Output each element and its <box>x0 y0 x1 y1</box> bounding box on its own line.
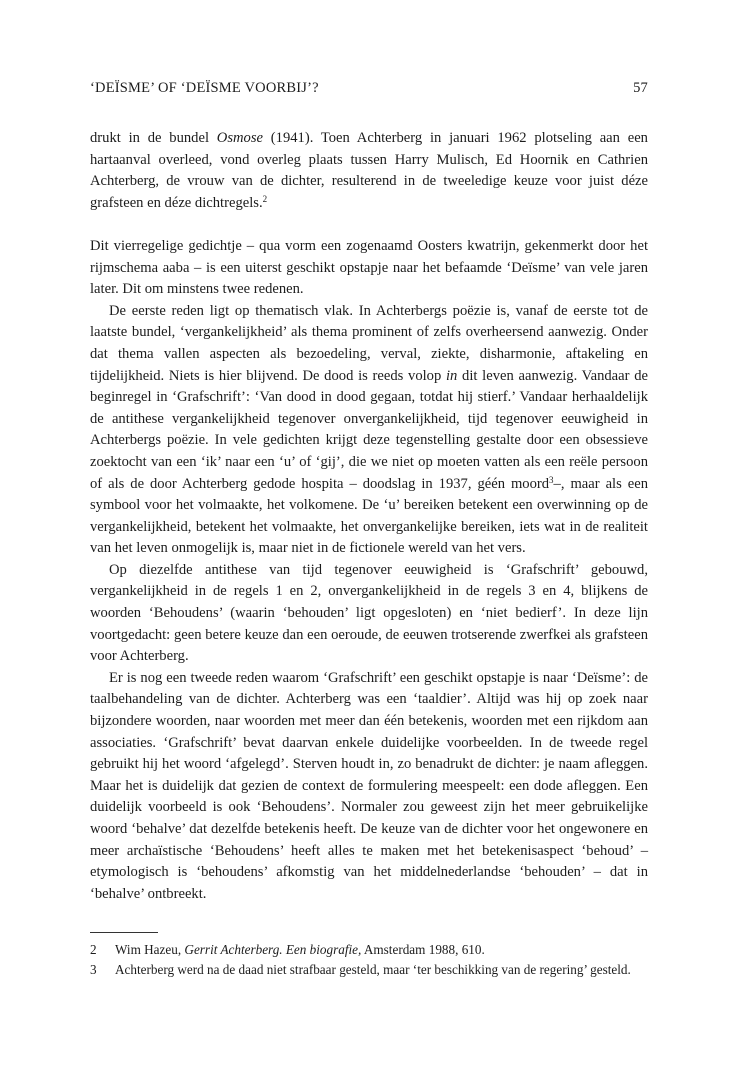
footnote-number: 3 <box>90 962 97 977</box>
body-text <box>90 128 648 905</box>
footnote-number: 2 <box>90 942 97 957</box>
footnote-ref-2[interactable]: 2 <box>262 193 268 204</box>
text-span: drukt in de bundel <box>90 130 217 146</box>
text-span: Wim Hazeu, <box>115 942 185 957</box>
running-head <box>90 80 648 100</box>
book-title-osmose: Osmose <box>216 130 263 146</box>
book-page <box>90 0 648 1068</box>
text-span: Er is nog een tweede reden waarom ‘Grafschrift’ een geschikt opstapje is naar ‘Deïsme’: de taalbehandeling van de dichter. Achterberg was een ‘taaldier’. Altijd was hij op zoek naar bijzondere woorden, naar woorden met meer dan één betekenis, woorden met een rijkdom aan associaties. ‘Grafschrift’ bevat daarvan enkele duidelijke voorbeelden. In de tweede regel gebruikt hij het woord ‘afgelegd’. Sterven houdt in, zo benadrukt de dichter: je naam afleggen. Maar het is duidelijk dat gezien de context de formulering meespeelt: een dode afleggen. Een duidelijk voorbeeld is ook ‘Behoudens’. Normaler zou geweest zijn het meer gebruikelijke woord ‘behalve’ dat dezelfde betekenis heeft. De keuze van de dichter voor het ongewonere en meer archaïstische ‘Behoudens’ heeft alles te maken met het betekenisaspect ‘behoud’ – etymologisch is ‘behoudens’ afkomstig van het middelnederlandse ‘behouden’ – dat in ‘behalve’ ontbreekt. <box>90 669 648 902</box>
footnote-3 <box>90 960 648 980</box>
cited-title: Gerrit Achterberg. Een biografie, <box>184 942 362 957</box>
text-span: Amsterdam 1988, 610. <box>361 942 485 957</box>
emphasis-in: in <box>445 367 458 384</box>
text-span: dit leven aanwezig. Vandaar de beginregel in ‘Grafschrift’: ‘Van dood in dood gegaan, totdat hij stierf.’ Vandaar herhaaldelijk de antithese vergankelijkheid tegenover onvergankelijkheid, tijd tegenover eeuwigheid in Achterbergs poëzie. In vele gedichten krijgt deze tegenstelling gestalte door een obsessieve zoektocht van een ‘ik’ naar een ‘u’ of ‘gij’, die we niet op moeten vatten als een reële persoon of als de door Achterberg gedode hospita – doodslag in 1937, géén moord <box>90 367 648 492</box>
paragraph-3 <box>90 301 648 560</box>
footnotes <box>90 940 648 980</box>
paragraph-2 <box>90 236 648 301</box>
text-span: De eerste reden ligt op thematisch vlak. In Achterbergs poëzie is, vanaf de eerste tot de laatste bundel, ‘vergankelijkheid’ als thema prominent of zelfs overheersend aanwezig. Onder dat thema vallen aspecten als bezoedeling, verval, ziekte, disharmonie, aftakeling en tijdelijkheid. Niets is hier blijvend. De dood is reeds volop <box>90 302 648 384</box>
text-span: Achterberg werd na de daad niet strafbaar gesteld, maar ‘ter beschikking van de regering’ gesteld. <box>115 962 631 977</box>
text-span: Dit vierregelige gedichtje – qua vorm een zogenaamd Oosters kwatrijn, gekenmerkt door het rijmschema aaba – is een uiterst geschikt opstapje naar het befaamde ‘Deïsme’ van vele jaren later. Dit om minstens twee redenen. <box>90 237 648 298</box>
text-span: Op diezelfde antithese van tijd tegenover eeuwigheid is ‘Grafschrift’ gebouwd, vergankelijkheid in de regels 1 en 2, onvergankelijkheid in de regels 3 en 4, blijkens de woorden ‘Behoudens’ (waarin ‘behouden’ ligt opgesloten) en ‘niet bedierf’. In deze lijn voortgedacht: geen betere keuze dan een oeroude, de eeuwen trotserende zwerfkei als grafsteen voor Achterberg. <box>90 561 648 665</box>
footnote-divider <box>90 932 158 933</box>
paragraph-1 <box>90 128 648 214</box>
page-number: 57 <box>633 80 648 96</box>
footnote-2 <box>90 940 648 960</box>
text-span: –, maar als een symbool voor het volmaakte, het volkomene. De ‘u’ bereiken betekent een overwinning op de vergankelijkheid, betekent het volmaakte, het onvergankelijke bereiken, iets wat in de realiteit van het leven onmogelijk is, maar niet in de fictionele wereld van het vers. <box>90 475 648 557</box>
running-title: ‘DEÏSME’ OF ‘DEÏSME VOORBIJ’? <box>90 80 319 96</box>
paragraph-5 <box>90 668 648 906</box>
paragraph-4 <box>90 560 648 668</box>
footnote-ref-3[interactable]: 3 <box>549 474 554 485</box>
text-span: (1941). Toen Achterberg in januari 1962 plotseling aan een hartaanval overleed, vond overleg plaats tussen Harry Mulisch, Ed Hoornik en Cathrien Achterberg, de vrouw van de dichter, resulterend in de tweeledige keuze voor juist déze grafsteen en déze dichtregels. <box>90 130 648 211</box>
